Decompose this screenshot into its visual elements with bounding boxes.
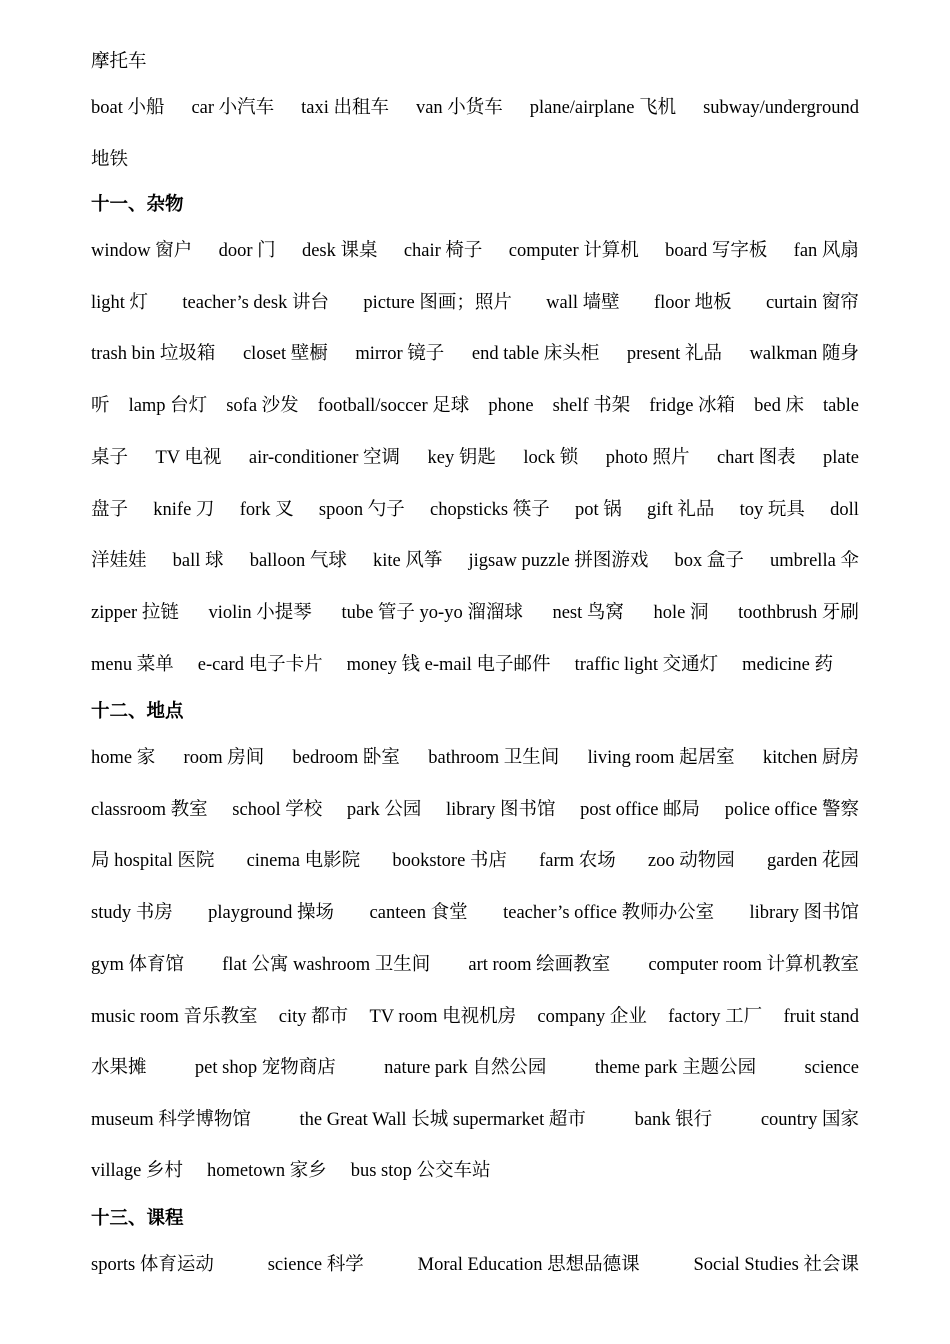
section-heading — [91, 700, 859, 724]
vocab-item: bed 床 — [754, 396, 804, 416]
vocab-item: ball 球 — [172, 551, 224, 571]
vocab-item: boat 小船 — [91, 98, 165, 118]
vocab-item: playground 操场 — [208, 903, 335, 923]
section-heading — [91, 1207, 859, 1231]
vocab-line — [91, 446, 859, 470]
vocab-item: trash bin 垃圾箱 — [91, 344, 216, 364]
vocab-item: 桌子 — [91, 448, 129, 468]
vocab-item: car 小汽车 — [191, 98, 275, 118]
vocab-item: shelf 书架 — [552, 396, 631, 416]
vocab-item: fork 叉 — [239, 500, 294, 520]
vocab-item: fridge 冰箱 — [649, 396, 736, 416]
vocab-item: violin 小提琴 — [208, 603, 312, 623]
vocab-item: closet 壁橱 — [242, 344, 328, 364]
vocab-item: country 国家 — [760, 1110, 859, 1130]
vocab-item: nest 鸟窝 — [552, 603, 624, 623]
vocab-item: zipper 拉链 — [91, 603, 179, 623]
vocab-item: football/soccer 足球 — [317, 396, 470, 416]
vocab-item: sofa 沙发 — [226, 396, 299, 416]
vocab-item: toothbrush 牙刷 — [738, 603, 859, 623]
vocab-item: 摩托车 — [91, 52, 147, 72]
vocab-line — [91, 1253, 859, 1277]
vocab-item: factory 工厂 — [668, 1007, 763, 1027]
vocab-item: classroom 教室 — [91, 800, 208, 820]
vocab-item: study 书房 — [91, 903, 173, 923]
vocab-item: Moral Education 思想品德课 — [417, 1255, 640, 1275]
vocab-item: e-card 电子卡片 — [197, 655, 323, 675]
vocab-item: bookstore 书店 — [392, 851, 507, 871]
vocab-item: computer room 计算机教室 — [648, 955, 859, 975]
vocab-line — [91, 239, 859, 263]
vocab-line — [91, 798, 859, 822]
vocab-line — [91, 291, 859, 315]
vocab-item: pot 锅 — [575, 500, 622, 520]
vocab-item: theme park 主题公园 — [594, 1058, 757, 1078]
vocab-item: room 房间 — [183, 748, 265, 768]
vocab-item: hole 洞 — [653, 603, 709, 623]
vocab-item: Social Studies 社会课 — [693, 1255, 859, 1275]
vocab-item: jigsaw puzzle 拼图游戏 — [468, 551, 649, 571]
vocab-line — [91, 746, 859, 770]
vocab-item: police office 警察 — [724, 800, 859, 820]
heading-text: 十三、课程 — [91, 1209, 184, 1229]
vocab-item: canteen 食堂 — [369, 903, 468, 923]
vocab-item: science — [804, 1058, 859, 1078]
vocab-item: TV room 电视机房 — [369, 1007, 517, 1027]
vocab-item: 盘子 — [91, 500, 129, 520]
vocab-item: computer 计算机 — [508, 241, 639, 261]
vocab-item: gift 礼品 — [647, 500, 715, 520]
vocab-item: fan 风扇 — [793, 241, 859, 261]
vocab-line — [91, 901, 859, 925]
vocab-item: key 钥匙 — [427, 448, 496, 468]
vocab-item: walkman 随身 — [749, 344, 859, 364]
vocab-item: farm 农场 — [539, 851, 616, 871]
vocab-line — [91, 1159, 859, 1183]
vocab-item: end table 床头柜 — [471, 344, 600, 364]
vocab-item: tube 管子 yo-yo 溜溜球 — [341, 603, 523, 623]
vocab-item: knife 刀 — [153, 500, 215, 520]
vocab-item: curtain 窗帘 — [765, 293, 859, 313]
vocab-item: company 企业 — [537, 1007, 647, 1027]
vocab-line — [91, 849, 859, 873]
vocab-item: umbrella 伞 — [770, 551, 859, 571]
vocab-item: doll — [830, 500, 859, 520]
vocab-line — [91, 601, 859, 625]
vocab-line — [91, 50, 859, 74]
vocab-item: present 礼品 — [626, 344, 722, 364]
heading-text: 十二、地点 — [91, 702, 184, 722]
vocab-line — [91, 1005, 859, 1029]
vocab-item: school 学校 — [232, 800, 323, 820]
heading-text: 十一、杂物 — [91, 195, 184, 215]
vocab-item: library 图书馆 — [749, 903, 859, 923]
vocab-item: science 科学 — [267, 1255, 364, 1275]
vocab-item: plate — [823, 448, 859, 468]
vocab-item: bedroom 卧室 — [292, 748, 400, 768]
vocab-line — [91, 148, 859, 172]
vocab-item: art room 绘画教室 — [468, 955, 611, 975]
vocab-item: floor 地板 — [654, 293, 732, 313]
vocab-item: door 门 — [218, 241, 276, 261]
vocab-line — [91, 953, 859, 977]
vocab-item: home 家 — [91, 748, 156, 768]
vocab-line — [91, 342, 859, 366]
vocab-item: bus stop 公交车站 — [350, 1161, 491, 1181]
vocab-item: mirror 镜子 — [355, 344, 445, 364]
vocab-item: bank 银行 — [634, 1110, 713, 1130]
vocab-line — [91, 394, 859, 418]
vocab-line — [91, 549, 859, 573]
vocab-item: city 都市 — [278, 1007, 349, 1027]
vocab-line — [91, 653, 859, 677]
vocab-item: living room 起居室 — [587, 748, 735, 768]
vocab-item: photo 照片 — [605, 448, 690, 468]
vocab-item: phone — [488, 396, 534, 416]
vocab-item: bathroom 卫生间 — [428, 748, 560, 768]
vocab-item: teacher’s desk 讲台 — [182, 293, 329, 313]
vocab-item: gym 体育馆 — [91, 955, 185, 975]
vocab-item: light 灯 — [91, 293, 149, 313]
vocab-item: chair 椅子 — [403, 241, 483, 261]
vocab-item: flat 公寓 washroom 卫生间 — [222, 955, 431, 975]
vocab-line — [91, 96, 859, 120]
vocab-item: hometown 家乡 — [206, 1161, 327, 1181]
vocab-item: lamp 台灯 — [128, 396, 208, 416]
vocab-item: taxi 出租车 — [301, 98, 389, 118]
vocab-item: wall 墙壁 — [546, 293, 620, 313]
vocab-item: museum 科学博物馆 — [91, 1110, 251, 1130]
vocab-item: garden 花园 — [766, 851, 859, 871]
vocab-line — [91, 1108, 859, 1132]
vocab-item: 水果摊 — [91, 1058, 147, 1078]
vocab-item: music room 音乐教室 — [91, 1007, 258, 1027]
section-heading — [91, 193, 859, 217]
vocab-item: 洋娃娃 — [91, 551, 147, 571]
vocab-item: box 盒子 — [674, 551, 744, 571]
vocab-item: 地铁 — [91, 150, 129, 170]
vocab-item: fruit stand — [783, 1007, 859, 1027]
vocab-item: balloon 气球 — [249, 551, 347, 571]
vocab-item: pet shop 宠物商店 — [194, 1058, 336, 1078]
vocab-item: traffic light 交通灯 — [574, 655, 719, 675]
vocab-item: 局 hospital 医院 — [91, 851, 215, 871]
vocab-item: post office 邮局 — [580, 800, 701, 820]
vocab-item: board 写字板 — [665, 241, 768, 261]
vocab-item: park 公园 — [346, 800, 422, 820]
vocab-item: kite 风筝 — [372, 551, 443, 571]
vocab-item: cinema 电影院 — [246, 851, 361, 871]
vocab-item: van 小货车 — [415, 98, 503, 118]
vocab-item: table — [823, 396, 859, 416]
vocab-item: spoon 勺子 — [318, 500, 405, 520]
vocab-item: window 窗户 — [91, 241, 193, 261]
vocab-item: library 图书馆 — [446, 800, 556, 820]
vocab-item: nature park 自然公园 — [384, 1058, 547, 1078]
vocab-item: plane/airplane 飞机 — [529, 98, 677, 118]
vocab-item: village 乡村 — [91, 1161, 183, 1181]
vocab-item: zoo 动物园 — [647, 851, 735, 871]
vocab-item: air-conditioner 空调 — [248, 448, 401, 468]
vocab-line — [91, 498, 859, 522]
vocab-item: lock 锁 — [523, 448, 579, 468]
vocab-item: picture 图画；照片 — [363, 293, 512, 313]
vocab-item: sports 体育运动 — [91, 1255, 214, 1275]
vocab-item: the Great Wall 长城 supermarket 超市 — [299, 1110, 586, 1130]
vocab-item: subway/underground — [703, 98, 859, 118]
vocab-item: chart 图表 — [716, 448, 796, 468]
vocab-item: TV 电视 — [155, 448, 222, 468]
vocab-item: chopsticks 筷子 — [430, 500, 550, 520]
vocab-item: desk 课桌 — [301, 241, 378, 261]
vocab-item: toy 玩具 — [739, 500, 805, 520]
vocab-item: medicine 药 — [742, 655, 834, 675]
vocab-item: menu 菜单 — [91, 655, 174, 675]
vocab-item: 听 — [91, 396, 110, 416]
vocab-item: money 钱 e-mail 电子邮件 — [346, 655, 551, 675]
vocab-item: teacher’s office 教师办公室 — [503, 903, 715, 923]
vocab-item: kitchen 厨房 — [762, 748, 859, 768]
vocab-line — [91, 1056, 859, 1080]
